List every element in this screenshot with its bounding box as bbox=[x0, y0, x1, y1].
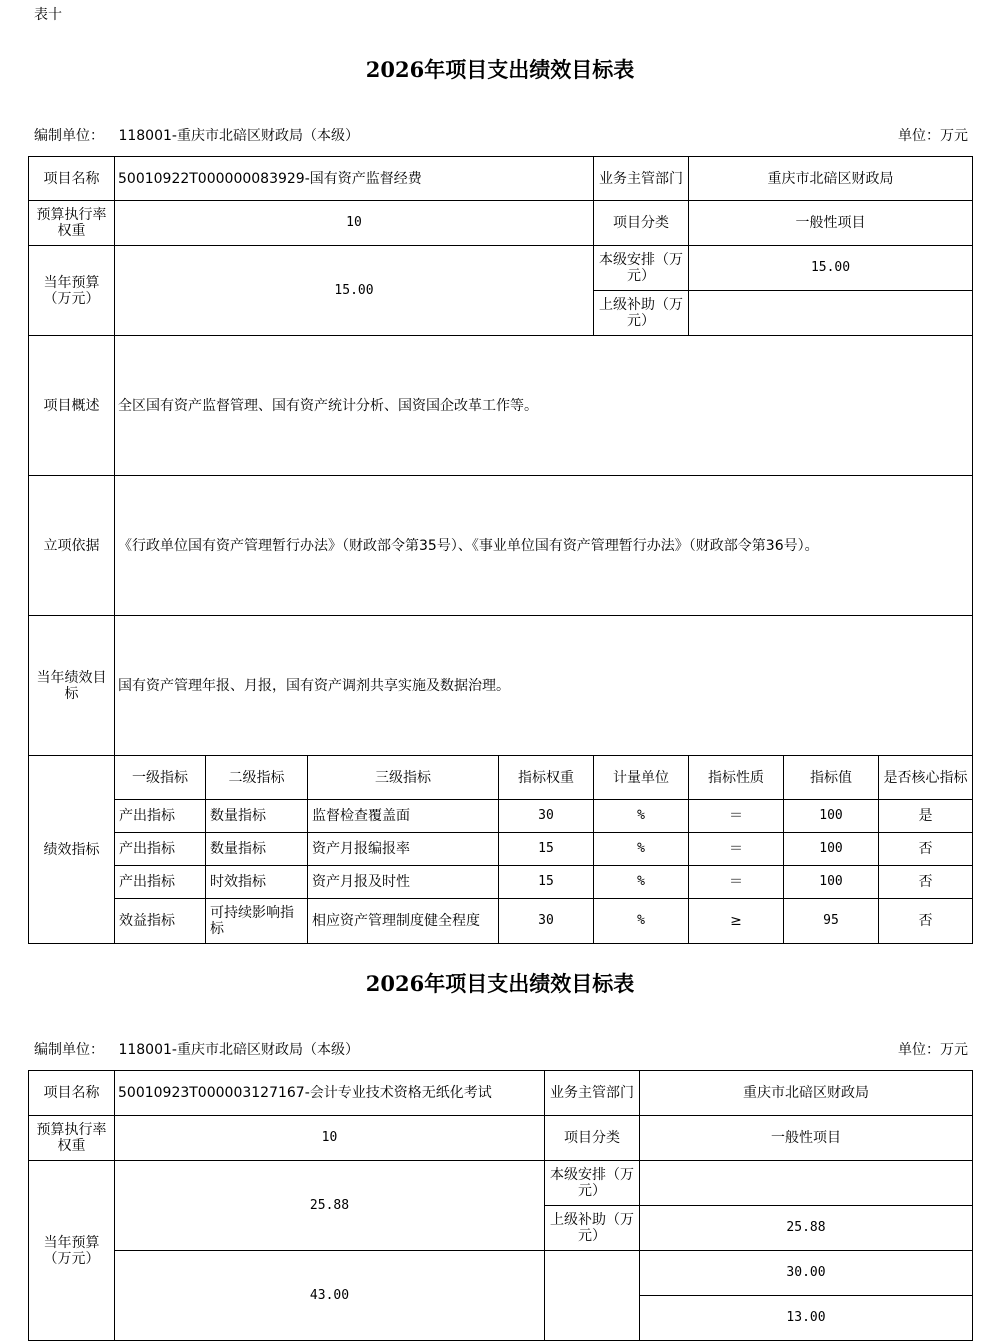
extra-value: 13.00 bbox=[640, 1296, 973, 1341]
table-cell: ≥ bbox=[689, 899, 784, 944]
budget-label: 当年预算（万元） bbox=[29, 1161, 115, 1341]
indicator-header: 指标值 bbox=[784, 756, 879, 800]
table-row bbox=[29, 800, 973, 833]
unit-label: 单位：万元 bbox=[898, 128, 968, 144]
table-cell: 否 bbox=[879, 899, 973, 944]
extra-value: 30.00 bbox=[640, 1251, 973, 1296]
table-cell: 15 bbox=[499, 866, 594, 899]
unit-label: 单位：万元 bbox=[898, 1042, 968, 1058]
indicator-header: 计量单位 bbox=[594, 756, 689, 800]
upper-value bbox=[689, 291, 973, 336]
weight-value: 10 bbox=[115, 201, 594, 246]
table-cell: 否 bbox=[879, 833, 973, 866]
overview-text: 全区国有资产监督管理、国有资产统计分析、国资国企改革工作等。 bbox=[115, 336, 973, 476]
goal-text: 国有资产管理年报、月报，国有资产调剂共享实施及数据治理。 bbox=[115, 616, 973, 756]
org-value: 118001-重庆市北碚区财政局（本级） bbox=[118, 1042, 359, 1058]
table-cell: 100 bbox=[784, 800, 879, 833]
table-cell: % bbox=[594, 899, 689, 944]
table-cell: 15 bbox=[499, 833, 594, 866]
local-value: 15.00 bbox=[689, 246, 973, 291]
table-cell: % bbox=[594, 866, 689, 899]
table-cell: 产出指标 bbox=[115, 866, 206, 899]
project-name-label: 项目名称 bbox=[29, 157, 115, 201]
doc-label: 表十 bbox=[34, 7, 62, 23]
table-cell: 时效指标 bbox=[206, 866, 308, 899]
perf-label: 绩效指标 bbox=[29, 756, 115, 944]
table-cell: 是 bbox=[879, 800, 973, 833]
table-cell: 30 bbox=[499, 899, 594, 944]
table-cell: 数量指标 bbox=[206, 800, 308, 833]
org-value: 118001-重庆市北碚区财政局（本级） bbox=[118, 128, 359, 144]
budget-label: 当年预算（万元） bbox=[29, 246, 115, 336]
indicator-header: 三级指标 bbox=[308, 756, 499, 800]
budget-value: 15.00 bbox=[115, 246, 594, 336]
weight-label: 预算执行率权重 bbox=[29, 1116, 115, 1161]
org-label: 编制单位： bbox=[34, 128, 104, 144]
dept-value: 重庆市北碚区财政局 bbox=[640, 1071, 973, 1116]
table-cell: 100 bbox=[784, 833, 879, 866]
project-name: 50010922T000000083929-国有资产监督经费 bbox=[115, 157, 594, 201]
budget-value: 43.00 bbox=[115, 1251, 545, 1341]
table-cell: ＝ bbox=[689, 866, 784, 899]
table-row bbox=[29, 899, 973, 944]
upper-label: 上级补助（万元） bbox=[545, 1206, 640, 1251]
indicator-header: 一级指标 bbox=[115, 756, 206, 800]
table-cell: 监督检查覆盖面 bbox=[308, 800, 499, 833]
weight-label: 预算执行率权重 bbox=[29, 201, 115, 246]
weight-value: 10 bbox=[115, 1116, 545, 1161]
table-cell: 否 bbox=[879, 866, 973, 899]
page-title: 2026年项目支出绩效目标表 bbox=[365, 57, 635, 82]
dept-value: 重庆市北碚区财政局 bbox=[689, 157, 973, 201]
category-value: 一般性项目 bbox=[689, 201, 973, 246]
empty-cell bbox=[545, 1251, 640, 1341]
basis-text: 《行政单位国有资产管理暂行办法》（财政部令第35号）、《事业单位国有资产管理暂行办法》（财政部令第36号）。 bbox=[115, 476, 973, 616]
category-label: 项目分类 bbox=[594, 201, 689, 246]
indicator-header: 指标性质 bbox=[689, 756, 784, 800]
table-cell: 产出指标 bbox=[115, 800, 206, 833]
indicator-header: 二级指标 bbox=[206, 756, 308, 800]
page-title: 2026年项目支出绩效目标表 bbox=[365, 971, 635, 996]
table-cell: 效益指标 bbox=[115, 899, 206, 944]
table-cell: % bbox=[594, 800, 689, 833]
project-name: 50010923T000003127167-会计专业技术资格无纸化考试 bbox=[115, 1071, 545, 1116]
local-label: 本级安排（万元） bbox=[545, 1161, 640, 1206]
table-cell: 数量指标 bbox=[206, 833, 308, 866]
overview-label: 项目概述 bbox=[29, 336, 115, 476]
org-info bbox=[34, 125, 359, 145]
upper-value: 25.88 bbox=[640, 1206, 973, 1251]
category-label: 项目分类 bbox=[545, 1116, 640, 1161]
dept-label: 业务主管部门 bbox=[545, 1071, 640, 1116]
table-cell: % bbox=[594, 833, 689, 866]
table-cell: ＝ bbox=[689, 800, 784, 833]
org-info bbox=[34, 1039, 359, 1059]
indicator-header: 指标权重 bbox=[499, 756, 594, 800]
performance-table-2 bbox=[28, 1070, 973, 1341]
table-cell: 资产月报及时性 bbox=[308, 866, 499, 899]
local-label: 本级安排（万元） bbox=[594, 246, 689, 291]
local-value bbox=[640, 1161, 973, 1206]
budget-value: 25.88 bbox=[115, 1161, 545, 1251]
dept-label: 业务主管部门 bbox=[594, 157, 689, 201]
table-cell: 资产月报编报率 bbox=[308, 833, 499, 866]
table-cell: 30 bbox=[499, 800, 594, 833]
org-label: 编制单位： bbox=[34, 1042, 104, 1058]
project-name-label: 项目名称 bbox=[29, 1071, 115, 1116]
goal-label: 当年绩效目标 bbox=[29, 616, 115, 756]
category-value: 一般性项目 bbox=[640, 1116, 973, 1161]
table-cell: 可持续影响指标 bbox=[206, 899, 308, 944]
table-cell: 95 bbox=[784, 899, 879, 944]
upper-label: 上级补助（万元） bbox=[594, 291, 689, 336]
table-cell: 相应资产管理制度健全程度 bbox=[308, 899, 499, 944]
table-row bbox=[29, 833, 973, 866]
performance-table-1 bbox=[28, 156, 973, 944]
table-cell: 100 bbox=[784, 866, 879, 899]
table-cell: 产出指标 bbox=[115, 833, 206, 866]
indicator-header: 是否核心指标 bbox=[879, 756, 973, 800]
table-cell: ＝ bbox=[689, 833, 784, 866]
table-row bbox=[29, 866, 973, 899]
basis-label: 立项依据 bbox=[29, 476, 115, 616]
